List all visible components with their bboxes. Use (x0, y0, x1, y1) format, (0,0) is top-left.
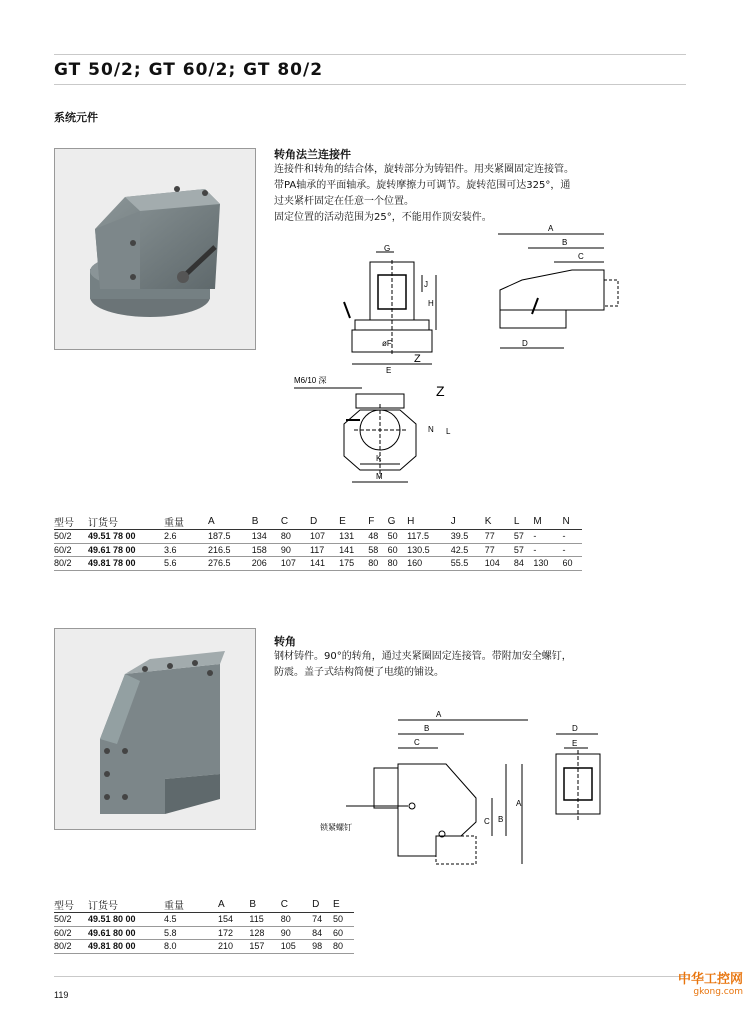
dim-c: C (578, 252, 584, 261)
table-cell: 5.6 (164, 557, 208, 571)
product1-front-drawing (340, 240, 450, 375)
dim-m: M (376, 472, 383, 481)
product2-line: 钢材铸件。90°的转角，通过夹紧圈固定连接管。带附加安全螺钉， (274, 651, 572, 662)
dim-n: N (428, 425, 434, 434)
table-cell: 39.5 (451, 530, 485, 544)
table-cell: 141 (310, 557, 339, 571)
product2-side-drawing (316, 706, 541, 881)
table-cell: 117 (310, 543, 339, 557)
product1-spec-table (54, 514, 582, 571)
page-title: GT 50/2; GT 60/2; GT 80/2 (54, 60, 324, 80)
table-cell: 130.5 (407, 543, 451, 557)
product1-line: 带PA轴承的平面轴承。旋转摩擦力可调节。旋转范围可达325°，通 (274, 180, 571, 191)
table-cell: 50 (388, 530, 407, 544)
product2-heading: 转角 (274, 635, 296, 648)
col-e: E (333, 897, 354, 913)
table-cell: 49.81 78 00 (88, 557, 164, 571)
view-z-title: Z (436, 383, 445, 399)
table-cell: 276.5 (208, 557, 252, 571)
dim-d: D (572, 724, 578, 733)
table-cell: 60 (562, 557, 582, 571)
col-k: K (485, 514, 514, 530)
table-cell: 172 (218, 926, 249, 940)
table-cell: 134 (252, 530, 281, 544)
table-cell: 3.6 (164, 543, 208, 557)
col-h: H (407, 514, 451, 530)
table-cell: 210 (218, 940, 249, 954)
table-cell: 50 (333, 913, 354, 927)
watermark-title: 中华工控网 (677, 972, 743, 987)
table-cell: 90 (281, 543, 310, 557)
dim-h: H (428, 299, 434, 308)
table-cell: 49.81 80 00 (88, 940, 164, 954)
dim-b: B (424, 724, 430, 733)
product1-heading: 转角法兰连接件 (274, 148, 351, 161)
col-model: 型号 (54, 514, 88, 530)
table-cell: 158 (252, 543, 281, 557)
dim-e: E (386, 366, 392, 375)
table-cell: 128 (249, 926, 280, 940)
table-cell: 77 (485, 543, 514, 557)
col-d: D (312, 897, 333, 913)
product1-photo (54, 148, 256, 350)
dim-f: øF (382, 339, 392, 348)
table-row (54, 926, 354, 940)
locking-screw-label: 锁紧螺钉 (320, 823, 352, 832)
table-cell: 49.61 78 00 (88, 543, 164, 557)
table-cell: 115 (249, 913, 280, 927)
col-a: A (218, 897, 249, 913)
table-cell: 74 (312, 913, 333, 927)
col-a: A (208, 514, 252, 530)
dim-l: L (446, 427, 451, 436)
table-cell: 80 (281, 913, 312, 927)
table-cell: 90 (281, 926, 312, 940)
table-cell: 50/2 (54, 530, 88, 544)
dim-a-vertical: A (516, 799, 522, 808)
dim-g: G (384, 244, 391, 253)
dim-a: A (436, 710, 442, 719)
table-cell: 80 (333, 940, 354, 954)
col-l: L (514, 514, 533, 530)
table-cell: 49.61 80 00 (88, 926, 164, 940)
table-cell: 48 (368, 530, 387, 544)
dim-b-vertical: B (498, 815, 504, 824)
table-row (54, 940, 354, 954)
col-j: J (451, 514, 485, 530)
product2-photo (54, 628, 256, 830)
table-cell: - (533, 543, 562, 557)
product1-view-z-drawing (290, 374, 470, 494)
product1-line: 过夹紧杆固定在任意一个位置。 (274, 196, 414, 207)
col-b: B (252, 514, 281, 530)
table-cell: 206 (252, 557, 281, 571)
table-row (54, 530, 582, 544)
table-cell: 55.5 (451, 557, 485, 571)
table-cell: 98 (312, 940, 333, 954)
table-cell: 84 (514, 557, 533, 571)
table-cell: 50/2 (54, 913, 88, 927)
table-cell: 60/2 (54, 926, 88, 940)
dim-d: D (522, 339, 528, 348)
section-heading: 系统元件 (54, 111, 98, 124)
table-cell: 216.5 (208, 543, 252, 557)
table-cell: 8.0 (164, 940, 218, 954)
table-cell: 80 (368, 557, 387, 571)
flange-angle-connector-image (55, 149, 255, 349)
col-order-no: 订货号 (88, 897, 164, 913)
col-c: C (281, 514, 310, 530)
col-m: M (533, 514, 562, 530)
table-cell: 141 (339, 543, 368, 557)
table-cell: 104 (485, 557, 514, 571)
dim-k: K (376, 454, 382, 463)
table-cell: 60/2 (54, 543, 88, 557)
table-cell: 42.5 (451, 543, 485, 557)
table-cell: 57 (514, 530, 533, 544)
col-order-no: 订货号 (88, 514, 164, 530)
col-d: D (310, 514, 339, 530)
table-cell: 80/2 (54, 940, 88, 954)
table-cell: 60 (388, 543, 407, 557)
col-weight: 重量 (164, 897, 218, 913)
table-cell: 77 (485, 530, 514, 544)
product2-line: 防震。盖子式结构简便了电缆的铺设。 (274, 667, 444, 678)
col-e: E (339, 514, 368, 530)
table-cell: - (562, 543, 582, 557)
table-cell: 117.5 (407, 530, 451, 544)
dim-c: C (414, 738, 420, 747)
table-header-row (54, 514, 582, 530)
col-n: N (562, 514, 582, 530)
table-cell: - (533, 530, 562, 544)
table-cell: 107 (281, 557, 310, 571)
table-cell: 154 (218, 913, 249, 927)
table-header-row (54, 897, 354, 913)
thread-label: M6/10 深 (294, 376, 327, 385)
table-cell: 187.5 (208, 530, 252, 544)
view-z-label: Z (414, 353, 421, 365)
table-row (54, 557, 582, 571)
table-cell: 57 (514, 543, 533, 557)
table-cell: 84 (312, 926, 333, 940)
table-cell: 130 (533, 557, 562, 571)
table-cell: 2.6 (164, 530, 208, 544)
page-number: 119 (54, 990, 69, 1000)
table-cell: 58 (368, 543, 387, 557)
dim-a: A (548, 224, 554, 233)
product1-side-drawing (492, 218, 622, 358)
table-cell: 131 (339, 530, 368, 544)
dim-e: E (572, 739, 578, 748)
watermark (678, 968, 743, 997)
table-cell: 80 (388, 557, 407, 571)
table-cell: 175 (339, 557, 368, 571)
angle-piece-image (55, 629, 255, 829)
table-cell: 60 (333, 926, 354, 940)
col-weight: 重量 (164, 514, 208, 530)
table-cell: - (562, 530, 582, 544)
table-cell: 49.51 78 00 (88, 530, 164, 544)
table-row (54, 543, 582, 557)
table-cell: 49.51 80 00 (88, 913, 164, 927)
dim-c-vertical: C (484, 817, 490, 826)
product2-end-drawing (548, 720, 608, 830)
col-model: 型号 (54, 897, 88, 913)
product1-line: 连接件和转角的结合体，旋转部分为铸铝件。用夹紧圈固定连接管。 (274, 164, 574, 175)
product1-description (274, 146, 574, 226)
col-f: F (368, 514, 387, 530)
col-g: G (388, 514, 407, 530)
table-cell: 107 (310, 530, 339, 544)
table-cell: 80/2 (54, 557, 88, 571)
col-b: B (249, 897, 280, 913)
table-cell: 4.5 (164, 913, 218, 927)
dim-j: J (424, 280, 428, 289)
table-cell: 160 (407, 557, 451, 571)
col-c: C (281, 897, 312, 913)
table-row (54, 913, 354, 927)
table-cell: 80 (281, 530, 310, 544)
product2-spec-table (54, 897, 354, 954)
dim-b: B (562, 238, 568, 247)
product1-line: 固定位置的活动范围为25°，不能用作顶安装件。 (274, 212, 492, 223)
table-cell: 5.8 (164, 926, 218, 940)
table-cell: 105 (281, 940, 312, 954)
table-cell: 157 (249, 940, 280, 954)
watermark-url: gkong.com (693, 987, 743, 997)
product2-description (274, 633, 572, 681)
